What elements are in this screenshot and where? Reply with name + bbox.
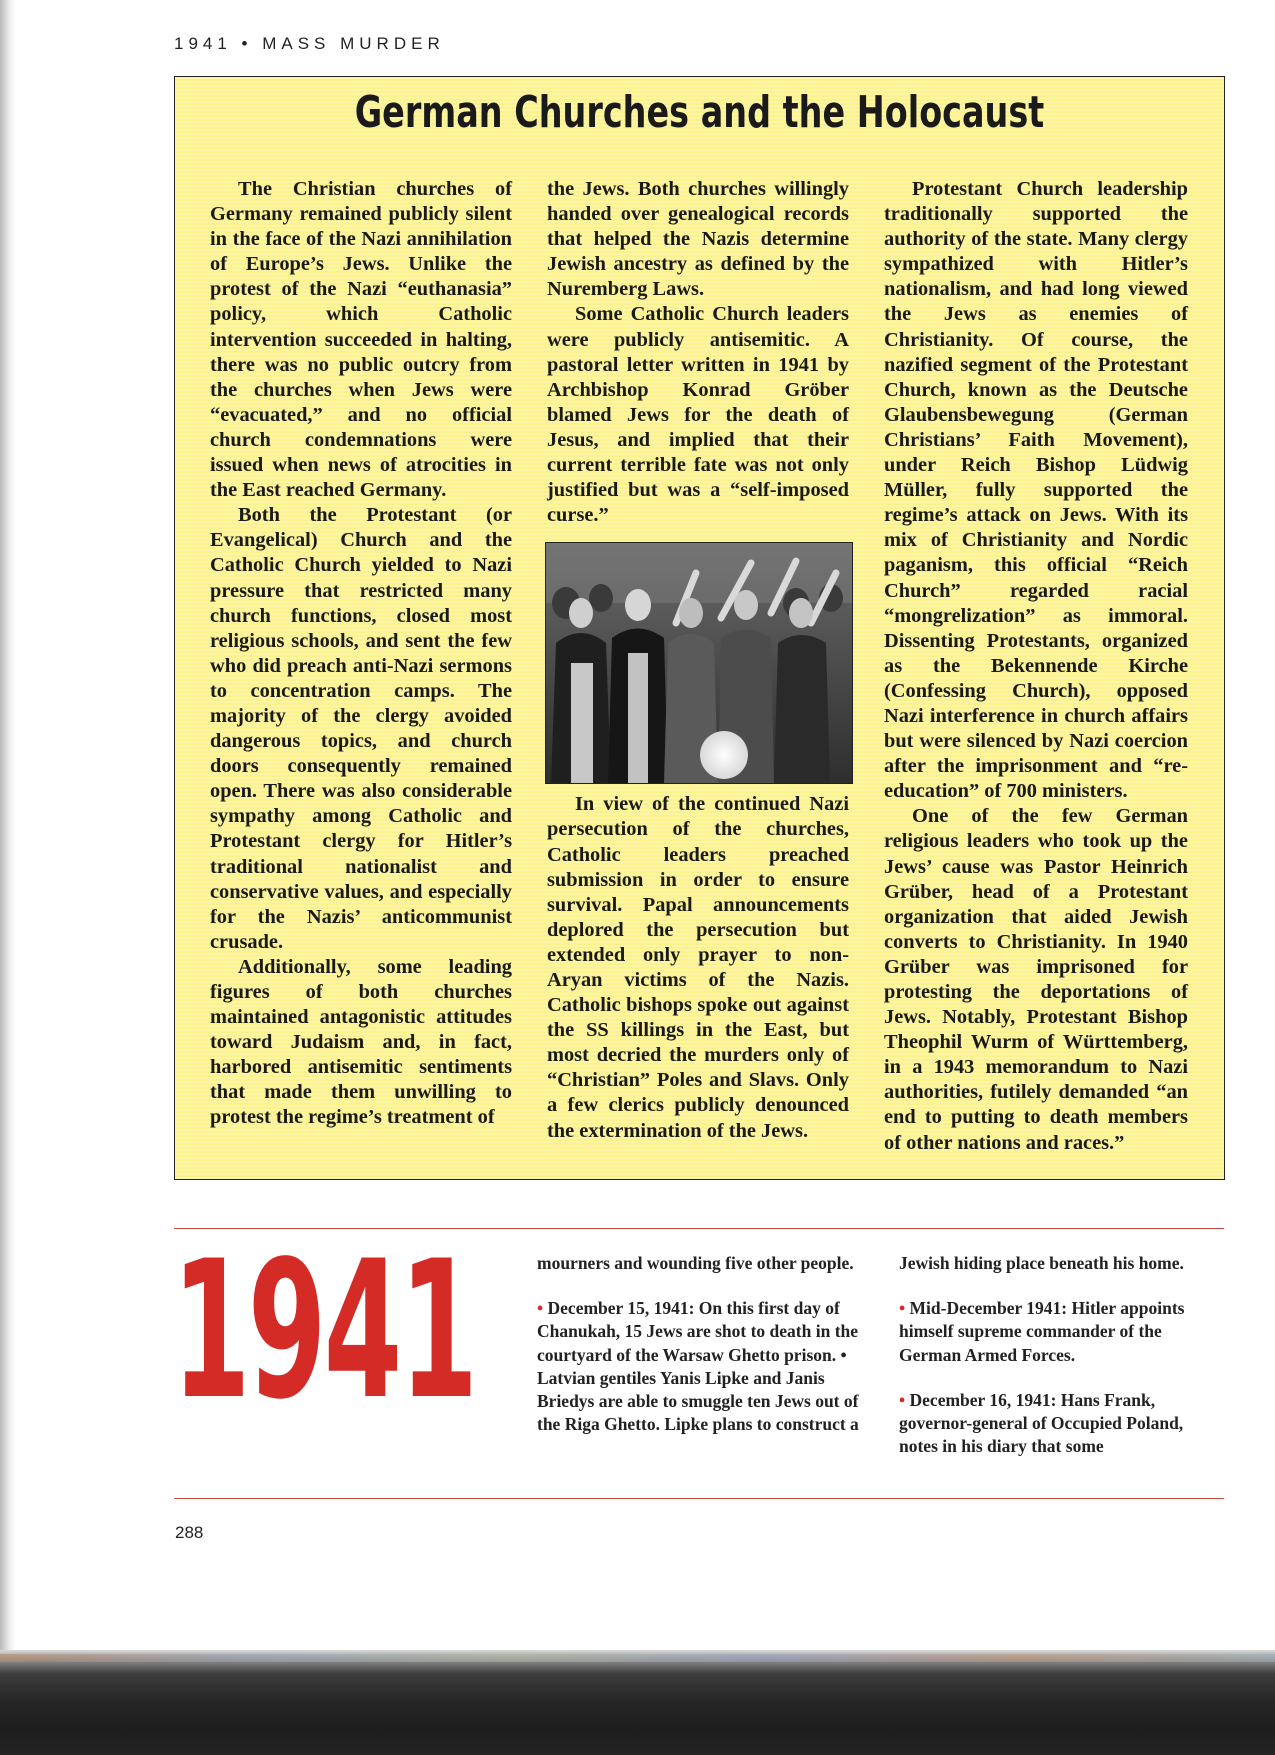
timeline-entry <box>899 1389 1213 1459</box>
sidebar-column-2 <box>547 177 849 1144</box>
bullet-icon: • <box>899 1298 906 1319</box>
timeline-entry-text: December 15, 1941: On this first day of Chanukah, 15 Jews are shot to death in the courtyard of the Warsaw Ghetto prison. • Latvian gentiles Yanis Lipke and Janis Briedys are able to smuggle ten Jews out of the Riga Ghetto. Lipke plans to construct a <box>537 1298 859 1435</box>
sidebar-paragraph: One of the few German religious leaders who took up the Jews’ cause was Pastor Heinrich Grüber, head of a Protestant organization that aided Jewish converts to Christianity. In 1940 Grüber was imprisoned for protesting the deportations of Jews. Notably, Protestant Bishop Theophil Wurm of Württemberg, in a 1943 memorandum to Nazi authorities, futilely demanded “an end to putting to death members of other nations and races.” <box>884 805 1188 1154</box>
sidebar-paragraph: Additionally, some leading figures of both churches maintained antagonistic attitudes toward Judaism and, in fact, harbored antisemitic sentiments that made them unwilling to protest the regime’s treatment of <box>210 955 512 1129</box>
photo-illustration <box>546 543 852 783</box>
timeline-year: 1941 <box>172 1220 476 1441</box>
sidebar-title: German Churches and the Holocaust <box>354 87 1045 138</box>
sidebar-paragraph: Protestant Church leadership traditionally supported the authority of the state. Many clergy sympathized with Hitler’s nationalism, and had long viewed the Jews as enemies of Christianity. Of course, the nazified segment of the Protestant Church, known as the Deutsche Glaubensbewegung (German Christians’ Faith Movement), under Reich Bishop Lüdwig Müller, fully supported the regime’s attack on Jews. With its mix of Christianity and Nordic paganism, this official “Reich Church” regarded racial “mongrelization” as immoral. Dissenting Protestants, organized as the Bekennende Kirche (Confessing Church), opposed Nazi interference in church affairs but were silenced by Nazi coercion after the imprisonment and “re-education” of 700 ministers. <box>884 178 1188 803</box>
timeline-entry-text: Mid-December 1941: Hitler appoints himself supreme commander of the German Armed Forces. <box>899 1298 1185 1365</box>
sidebar-paragraph: the Jews. Both churches willingly handed over genealogical records that helped the Nazis determine Jewish ancestry as defined by the Nuremberg Laws. <box>547 178 849 301</box>
timeline-entry <box>899 1252 1213 1275</box>
timeline-entry-text: Jewish hiding place beneath his home. <box>899 1253 1184 1273</box>
timeline-column-2 <box>899 1252 1213 1480</box>
timeline-entry-text: December 16, 1941: Hans Frank, governor-general of Occupied Poland, notes in his diary that some <box>899 1389 1184 1457</box>
timeline-entry <box>537 1297 867 1436</box>
historical-photo <box>545 542 853 784</box>
sidebar-paragraph: The Christian churches of Germany remained publicly silent in the face of the Nazi annihilation of Europe’s Jews. Unlike the protest of the Nazi “euthanasia” policy, which Catholic intervention succeeded in halting, there was no public outcry from the churches when Jews were “evacuated,” and no official church condemnations were issued when news of atrocities in the East reached Germany. <box>210 178 512 502</box>
sidebar-column-1 <box>210 177 512 1131</box>
sidebar-paragraph: Some Catholic Church leaders were publicly antisemitic. A pastoral letter written in 1941 by Archbishop Konrad Gröber blamed Jews for the death of Jesus, and implied that their current terrible fate was not only justified but was a “self-imposed curse.” <box>547 303 849 527</box>
timeline-entry-text: mourners and wounding five other people. <box>537 1253 854 1273</box>
timeline-entry <box>537 1252 867 1275</box>
timeline-bottom-rule <box>174 1498 1224 1499</box>
bullet-icon: • <box>537 1298 544 1319</box>
scan-edge-band <box>0 1650 1275 1755</box>
timeline-column-1 <box>537 1252 867 1458</box>
page-gutter-shadow <box>0 0 16 1650</box>
sidebar-paragraph: Both the Protestant (or Evangelical) Church and the Catholic Church yielded to Nazi pressure that restricted many church functions, closed most religious schools, and sent the few who did preach anti-Nazi sermons to concentration camps. The majority of the clergy avoided dangerous topics, and church doors consequently remained open. There was also considerable sympathy among Catholic and Protestant clergy for Hitler’s traditional nationalist and conservative values, and especially for the Nazis’ anticommunist crusade. <box>210 504 512 953</box>
page-number: 288 <box>175 1523 204 1542</box>
bullet-icon: • <box>899 1389 906 1410</box>
sidebar-box <box>174 76 1225 1180</box>
sidebar-column-3 <box>884 177 1188 1156</box>
running-head: 1941 • MASS MURDER <box>174 34 445 53</box>
sidebar-paragraph: In view of the continued Nazi persecution of the churches, Catholic leaders preached submission in order to ensure survival. Papal announcements deplored the persecution but extended only prayer to non-Aryan victims of the Nazis. Catholic bishops spoke out against the SS killings in the East, but most decried the murders only of “Christian” Poles and Slavs. Only a few clerics publicly denounced the extermination of the Jews. <box>547 793 849 1142</box>
timeline-entry <box>899 1297 1213 1367</box>
